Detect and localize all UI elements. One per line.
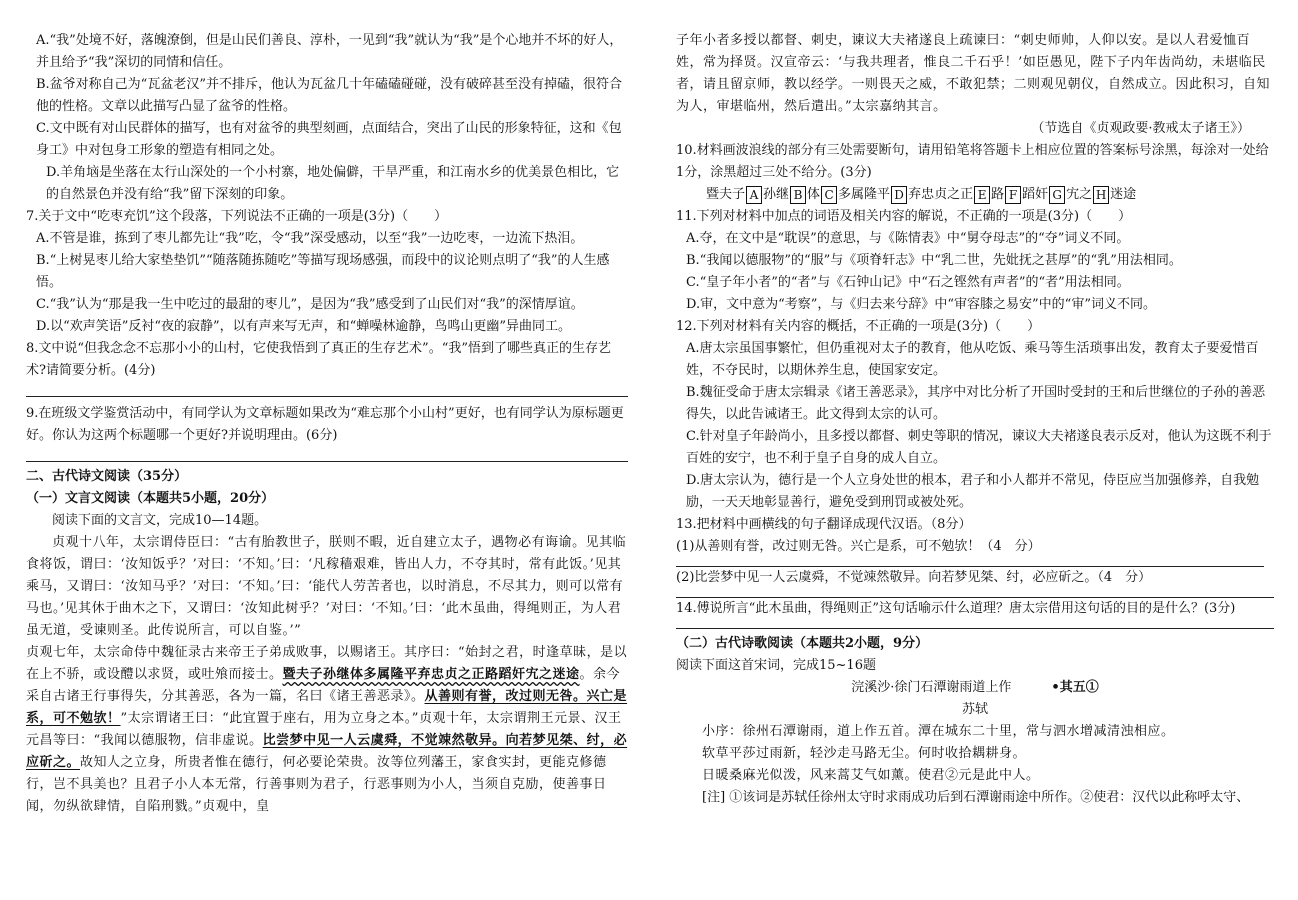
q10-piece: 路 bbox=[991, 187, 1005, 202]
q6-option-b: B.盆爷对称自己为“瓦盆老汉”并不排斥，他认为瓦盆几十年磕磕碰碰，没有破碎甚至没有掉磕，很符合他的性格。文章以此描写凸显了盆爷的性格。 bbox=[36, 77, 622, 114]
q10-box-h[interactable]: H bbox=[1093, 186, 1109, 204]
underlined-sentence-2: 比尝梦中见一人云虞舜，不觉竦然敬异。向若梦见桀、纣，必应斫之。 bbox=[26, 733, 628, 770]
poem-preface: 小序：徐州石潭谢雨，道上作五首。潭在城东二十里，常与泗水增减清浊相应。 bbox=[702, 724, 1175, 739]
q9-stem: 9.在班级文学鉴赏活动中，有同学认为文章标题如果改为“难忘那个小山村”更好，也有同学认为原标题更好。你认为这两个标题哪一个更好?并说明理由。(6分) bbox=[26, 406, 624, 443]
q7-option-c: C.“我”认为“那是我一生中吃过的最甜的枣儿”，是因为“我”感受到了山民们对“我”的深情厚谊。 bbox=[36, 297, 584, 312]
section2-title: 二、古代诗文阅读（35分） bbox=[26, 469, 188, 484]
q7-option-d: D.以“欢声笑语”反衬“夜的寂静”，以有声来写无声，和“蝉噪林逾静，鸟鸣山更幽”异曲同工。 bbox=[36, 319, 571, 334]
passage-paragraph-1: 贞观十八年，太宗谓侍臣曰：“古有胎教世子，朕则不暇，近自建立太子，遇物必有诲谕。见其临食将饭，谓曰：‘汝知饭乎？’对曰：‘不知。’曰：‘凡稼穑艰难，皆出人力，不夺其时，常有此饭。’见其乘马，又谓曰：‘汝知马乎？’对曰：‘不知。’曰：‘能代人劳苦者也，以时消息，不尽其力，则可以常有马也。’见其休于曲木之下，又谓曰：‘汝知此树乎？’对曰：‘不知。’曰：‘此木虽曲，得绳则正，为人君虽无道，受谏则圣。此传说所言，可以自鉴。’” bbox=[26, 535, 627, 638]
passage-text: 故知人之立身，所贵者惟在德行，何必要论荣贵。汝等位列藩王，家食实封，更能克修德行，岂不具美也？且君子小人本无常，行善事则为君子，行恶事则为小人，当须自克励，使善事日闻，勿纵欲肆情，自陷刑戮。”贞观中，皇 bbox=[26, 755, 607, 814]
q6-option-c: C.文中既有对山民群体的描写，也有对盆爷的典型刻画，点面结合，突出了山民的形象特征，这和《包身工》中对包身工形象的塑造有相同之处。 bbox=[36, 121, 622, 158]
subsection1-instruction: 阅读下面的文言文，完成10—14题。 bbox=[52, 513, 268, 528]
q10-box-g[interactable]: G bbox=[1049, 186, 1065, 204]
passage-paragraph-2 bbox=[26, 642, 628, 818]
q11-option-c: C.“皇子年小者”的“者”与《石钟山记》中“石之铿然有声者”的“者”用法相同。 bbox=[686, 275, 1130, 290]
q7-option-a: A.不管是谁，拣到了枣儿都先让“我”吃，令“我”深受感动，以至“我”一边吃枣，一边流下热泪。 bbox=[36, 231, 584, 246]
q11-option-d: D.审，文中意为“考察”，与《归去来兮辞》中“审容膝之易安”中的“审”词义不同。 bbox=[686, 297, 1156, 312]
q8-stem: 8.文中说“但我念念不忘那小小的山村，它使我悟到了真正的生存艺术”。“我”悟到了哪些真正的生存艺术?请简要分析。(4分) bbox=[26, 341, 611, 378]
q7-stem: 7.关于文中“吃枣充饥”这个段落，下列说法不正确的一项是(3分)（ ） bbox=[26, 209, 448, 224]
poem-title: 浣溪沙·徐门石潭谢雨道上作 bbox=[851, 680, 1012, 695]
q10-stem: 10.材料画波浪线的部分有三处需要断句，请用铅笔将答题卡上相应位置的答案标号涂黑，每涂对一处给1分，涂黑超过三处不给分。(3分) bbox=[676, 143, 1269, 180]
passage-source: （节选自《贞观政要·教戒太子诸王》） bbox=[1031, 121, 1250, 136]
poem-annotation: [注] ①该词是苏轼任徐州太守时求雨成功后到石潭谢雨途中所作。②使君：汉代以此称呼太守、 bbox=[702, 790, 1250, 805]
q10-piece: 蹈奸 bbox=[1022, 187, 1049, 202]
q10-box-a[interactable]: A bbox=[746, 186, 762, 204]
q12-option-b: B.魏征受命于唐太宗辑录《诸王善恶录》，其序中对比分析了开国时受封的王和后世继位的子孙的善恶得失，以此告诫诸王。此文得到太宗的认可。 bbox=[686, 385, 1266, 422]
q10-piece: 孙继 bbox=[763, 187, 790, 202]
q14-stem: 14.傅说所言“此木虽曲，得绳则正”这句话喻示什么道理？唐太宗借用这句话的目的是什么？(3分) bbox=[676, 601, 1236, 616]
subsection1-title: （一）文言文阅读（本题共5小题，20分） bbox=[26, 491, 275, 506]
q11-option-a: A.夺，在文中是“耽误”的意思，与《陈情表》中“舅夺母志”的“夺”词义不同。 bbox=[686, 231, 1130, 246]
q10-box-c[interactable]: C bbox=[821, 186, 837, 204]
poem-title-line bbox=[676, 677, 1274, 699]
q10-piece: 迷途 bbox=[1110, 187, 1137, 202]
subsection2-title: （二）古代诗歌阅读（本题共2小题，9分） bbox=[676, 636, 929, 651]
q10-box-e[interactable]: E bbox=[974, 186, 990, 204]
q12-option-c: C.针对皇子年龄尚小，且多授以都督、刺史等职的情况，谏议大夫褚遂良表示反对，他认为这既不利于百姓的安宁，也不利于皇子自身的成人自立。 bbox=[686, 429, 1272, 466]
q12-option-d: D.唐太宗认为，德行是一个人立身处世的根本，君子和小人都并不常见，侍臣应当加强修养，自我勉励，一天天地彰显善行，避免受到刑罚或被处死。 bbox=[686, 473, 1260, 510]
q10-box-f[interactable]: F bbox=[1005, 186, 1021, 204]
q12-stem: 12.下列对材料有关内容的概括，不正确的一项是(3分)（ ） bbox=[676, 319, 1041, 334]
poem-note-tag: •其五① bbox=[1051, 680, 1099, 695]
q10-piece: 体 bbox=[807, 187, 821, 202]
passage-text: ”太宗谓诸王曰：“此宜置于座右，用为立身之本。”贞观十年，太宗谓荆王元景、汉王元昌等曰：“我闻以德服物，信非虚说。 bbox=[26, 711, 622, 748]
q13-stem: 13.把材料中画横线的句子翻译成现代汉语。（8分） bbox=[676, 517, 972, 532]
q6-option-d: D.羊角垴是坐落在太行山深处的一个小村寨，地处偏僻，干旱严重，和江南水乡的优美景色相比，它的自然景色并没有给“我”留下深刻的印象。 bbox=[46, 165, 620, 202]
q10-segmentation-line bbox=[676, 184, 1274, 206]
wavy-underline-sentence: 暨夫子孙继体多属隆平弃忠贞之正路蹈奸宄之迷途 bbox=[282, 667, 580, 682]
q10-piece: 宄之 bbox=[1066, 187, 1093, 202]
q13-part-1: (1)从善则有誉，改过则无咎。兴亡是系，可不勉欤！（4 分） bbox=[676, 539, 1041, 554]
poem-line-2: 日暖桑麻光似泼，风来蒿艾气如薰。使君②元是此中人。 bbox=[702, 768, 1040, 783]
passage-continuation: 子年小者多授以都督、刺史，谏议大夫褚遂良上疏谏曰：“刺史师帅，人仰以安。是以人君爱恤百姓，常为择贤。汉宣帝云：‘与我共理者，惟良二千石乎！’如臣愚见，陛下子内年齿尚幼，未堪临民者，请且留京师，教以经学。一则畏天之威，不敢犯禁；二则观见朝仪，自然成立。因此积习，自知为人，审堪临州，然后遣出。”太宗嘉纳其言。 bbox=[676, 33, 1271, 114]
right-column bbox=[676, 30, 1274, 809]
left-column bbox=[26, 30, 628, 818]
q6-option-a: A.“我”处境不好，落魄潦倒，但是山民们善良、淳朴，一见到“我”就认为“我”是个心地并不坏的好人，并且给予“我”深切的同情和信任。 bbox=[36, 33, 623, 70]
passage-text: 。余今采自古诸王行事得失，分其善恶，各为一篇，名曰《诸王善恶录》。 bbox=[26, 667, 621, 704]
q10-box-b[interactable]: B bbox=[790, 186, 806, 204]
subsection2-instruction: 阅读下面这首宋词，完成15~16题 bbox=[676, 658, 876, 673]
passage-text: 贞观七年，太宗命侍中魏征录古来帝王子弟成败事，以赐诸王。其序曰：“始封之君，时逢草昧，是以在上不骄，或设醴以求贤，或吐飧而接士。 bbox=[26, 645, 628, 682]
poem-author: 苏轼 bbox=[961, 702, 988, 717]
q11-stem: 11.下列对材料中加点的词语及相关内容的解说，不正确的一项是(3分)（ ） bbox=[676, 209, 1132, 224]
q11-option-b: B.“我闻以德服物”的“服”与《项脊轩志》中“乳二世，先妣抚之甚厚”的“乳”用法相同。 bbox=[686, 253, 1182, 268]
q10-piece: 暨夫子 bbox=[706, 187, 746, 202]
q10-box-d[interactable]: D bbox=[891, 186, 907, 204]
underlined-sentence-1: 从善则有誉，改过则无咎。兴亡是系，可不勉欤！ bbox=[26, 689, 628, 726]
q7-option-b: B.“上树晃枣儿给大家垫垫饥”“随落随拣随吃”等描写现场感强，而段中的议论则点明了“我”的人生感悟。 bbox=[36, 253, 610, 290]
q13-part-2: (2)比尝梦中见一人云虞舜，不觉竦然敬异。向若梦见桀、纣，必应斫之。（4 分） bbox=[676, 570, 1152, 585]
q12-option-a: A.唐太宗虽国事繁忙，但仍重视对太子的教育，他从吃饭、乘马等生活琐事出发，教育太子要爱惜百姓，不夺民时，以期休养生息，使国家安定。 bbox=[686, 341, 1259, 378]
q10-piece: 弃忠贞之正 bbox=[908, 187, 974, 202]
q10-piece: 多属隆平 bbox=[838, 187, 891, 202]
poem-line-1: 软草平莎过雨新，轻沙走马路无尘。何时收拾耦耕身。 bbox=[702, 746, 1027, 761]
